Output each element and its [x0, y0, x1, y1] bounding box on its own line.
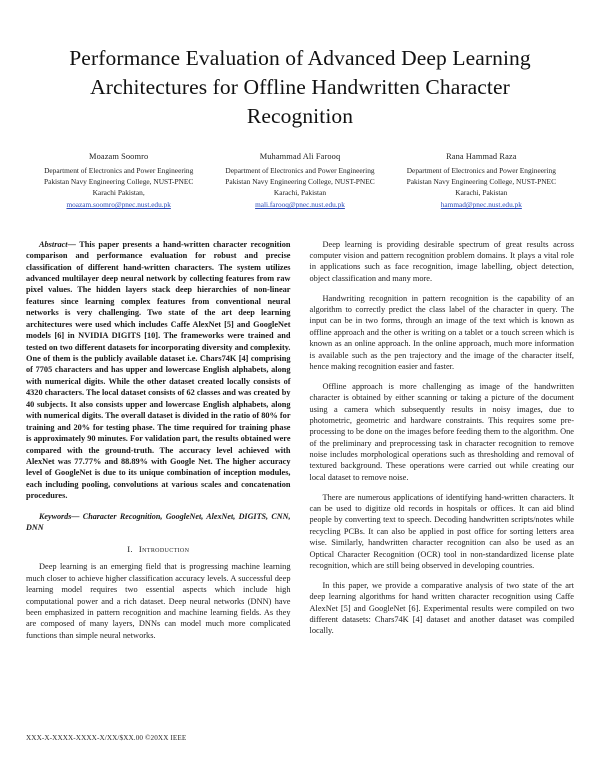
section-label: Introduction: [138, 544, 190, 555]
author-block: [26, 151, 574, 210]
paragraph: Handwriting recognition in pattern recognition is the capability of an algorithm to correctly predict the class label of the character in query. The input can be in two forms, through an image of the text which is known as offline approach and the other is writing on a tablet or a touch screen which is known as an online approach. In the online approach, much more information is available such as the pen trajectory and the image of the character itself, hence making recognition easier and faster.: [309, 293, 574, 371]
abstract-text: This paper presents a hand-written character recognition comparison and performance evaluation for robust and precise classification of different hand-written characters. The system utilizes advanced multilayer deep neural network by collecting features from raw pixel values. The hidden layers stack deep hierarchies of non-linear features since learning complex features from conventional neural networks is very challenging. Two state of the art deep learning architectures were used which includes Caffe AlexNet [5] and GoogleNet models [6] in NVIDIA DIGITS [10]. The frameworks were trained and tested on two different datasets for incorporating diversity and complexity. One of them is the publicly available dataset i.e. Chars74K [4] comprising of 7705 characters and has upper and lowercase English alphabets, along with numerical digits. While the other dataset created locally consists of 4320 characters. The local dataset consists of 62 classes and was created by 40 subjects. It also consists upper and lowercase English alphabets, along with numerical digits. The overall dataset is divided in the ratio of 80% for training and 20% for testing phase. The time required for training phase is approximately 90 minutes. For validation part, the results obtained were compared with the ground-truth. The accuracy level achieved with AlexNet was 77.77% and 88.89% with Google Net. The higher accuracy level of GoogleNet is due to its unique combination of inception modules, each including pooling, convolutions at various scales and concatenation procedures.: [26, 239, 291, 501]
paragraph: Deep learning is providing desirable spectrum of great results across computer vision and pattern recognition problem domains. It plays a vital role in applications such as face recognition, image labelling, object detection, object classification and many more.: [309, 239, 574, 283]
right-column: [310, 239, 575, 650]
author-college: Pakistan Navy Engineering College, NUST-PNEC: [225, 176, 375, 186]
section-number: I.: [127, 544, 133, 555]
two-column-body: [26, 239, 574, 650]
author-city: Karachi Pakistan,: [92, 188, 145, 198]
author-entry-2: [209, 151, 390, 210]
author-city: Karachi, Pakistan: [455, 188, 508, 198]
author-name: Rana Hammad Raza: [446, 152, 517, 162]
abstract-label: Abstract—: [39, 239, 76, 249]
paragraph: Deep learning is an emerging field that is progressing machine learning much closer to achieve higher classification accuracy levels. A successful deep learning model requires two essential aspects which include high computational power and a rich dataset. Deep neural networks (DNN) have been emphasized in pattern recognition and machine learning fields. As they are composed of many layers, DNNs can model much more complicated functions than simple neural networks.: [26, 562, 291, 640]
page-title: Performance Evaluation of Advanced Deep Learning Architectures for Offline Handwritten Character Recognition: [69, 46, 531, 128]
author-department: Department of Electronics and Power Engineering: [44, 165, 194, 175]
section-heading-introduction: [26, 544, 291, 554]
author-email-link[interactable]: moazam.soomro@pnec.nust.edu.pk: [66, 200, 171, 210]
author-name: Moazam Soomro: [89, 152, 149, 162]
author-entry-3: [391, 151, 572, 210]
author-department: Department of Electronics and Power Engineering: [406, 165, 556, 175]
left-column: [26, 239, 291, 650]
paragraph: There are numerous applications of identifying hand-written characters. It can be used to digitize old records in hospitals or offices. It can aid blind people by converting text to speech. Decoding handwritten scripts/notes while recycling PCBs. It can also be applied in post office for sorting letters area wise. Similarly, handwritten character recognition can also be used as an Optical Character Recognition (OCR) tool in non-standardized license plate recognition, which are still being observed in developing countries.: [309, 492, 574, 570]
author-email-link[interactable]: hammad@pnec.nust.edu.pk: [440, 200, 522, 210]
author-college: Pakistan Navy Engineering College, NUST-PNEC: [43, 176, 194, 186]
paragraph: In this paper, we provide a comparative analysis of two state of the art deep learning algorithms for hand written character recognition using Caffe AlexNet [5] and GoogleNet [6]. Experimental results were compiled on two different datasets: Chars74K [4] dataset and another dataset was compiled locally.: [309, 580, 574, 636]
keywords-paragraph: [26, 511, 291, 534]
author-name: Muhammad Ali Farooq: [259, 152, 341, 162]
copyright-footer: XXX-X-XXXX-XXXX-X/XX/$XX.00 ©20XX IEEE: [26, 734, 187, 742]
author-city: Karachi, Pakistan: [273, 188, 327, 198]
author-email-link[interactable]: mali.farooq@pnec.nust.edu.pk: [255, 200, 345, 210]
author-college: Pakistan Navy Engineering College, NUST-PNEC: [406, 176, 556, 186]
author-department: Department of Electronics and Power Engineering: [225, 165, 375, 175]
author-entry-1: [28, 151, 209, 210]
paragraph: Offline approach is more challenging as image of the handwritten character is obtained by either scanning or taking a picture of the document using a camera which subsequently results in noisy images, due to photometric, geometric and hardware constraints. This requires some pre-processing to be done on the images before feeding them to the algorithm. One of the preliminary and preprocessing task in character recognition to remove noise includes morphological operations such as thresholding and removal of textured background. These operations were carried out while creating our local dataset to remove noise.: [309, 381, 574, 482]
abstract-paragraph: [26, 239, 291, 502]
keywords-text: Character Recognition, GoogleNet, AlexNet, DIGITS, CNN, DNN: [26, 511, 291, 533]
keywords-label: Keywords—: [39, 511, 80, 521]
